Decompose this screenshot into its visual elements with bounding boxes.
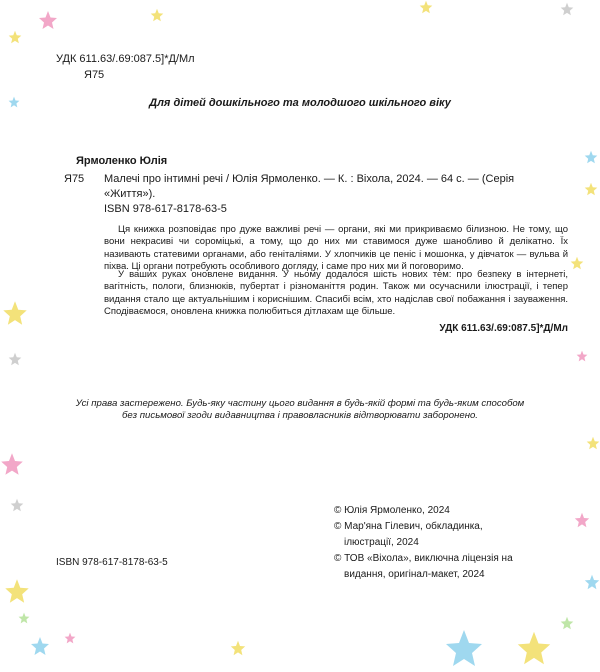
- card-code: Я75: [64, 173, 85, 185]
- copyright-illustrator: © Мар'яна Гілевич, обкладинка,: [334, 521, 483, 532]
- copyright-illustrator-cont: ілюстрації, 2024: [344, 537, 419, 548]
- decorative-star-icon: [2, 300, 28, 326]
- decorative-star-icon: [10, 498, 24, 512]
- decorative-star-icon: [30, 636, 50, 656]
- decorative-star-icon: [38, 10, 58, 30]
- decorative-star-icon: [0, 452, 24, 476]
- udk-code-top: УДК 611.63/.69:087.5]*Д/Мл: [56, 53, 195, 65]
- decorative-star-icon: [570, 256, 584, 270]
- udk-code-bottom: УДК 611.63/.69:087.5]*Д/Мл: [439, 323, 568, 334]
- decorative-star-icon: [516, 630, 552, 666]
- decorative-star-icon: [560, 2, 574, 16]
- library-code-top: Я75: [84, 69, 105, 81]
- decorative-star-icon: [64, 632, 76, 644]
- copyright-author: © Юлія Ярмоленко, 2024: [334, 505, 450, 516]
- isbn-bottom: ISBN 978-617-8178-63-5: [56, 557, 168, 568]
- rights-line-1: Усі права застережено. Будь-яку частину цього видання в будь-якій формі та будь-яким способом: [75, 398, 525, 409]
- rights-notice: [0, 398, 600, 423]
- rights-line-2: без письмової згоди видавництва і правовласників відтворювати заборонено.: [122, 410, 478, 422]
- annotation-text-1: Ця книжка розповідає про дуже важливі речі — органи, які ми прикриваємо білизною. Не тому, що вони некрасиві чи сороміцькі, а тому, що до них ми ставимося дуже шанобливо й делікатно. Їх називають статевими органами, або геніталіями. У хлопчиків це пеніс і мошонка, у дівчаток — вульва й піхва. Ці органи потребують особливого догляду, і саме про них ми й поговоримо.: [104, 224, 568, 273]
- copyright-publisher-cont: видання, оригінал-макет, 2024: [344, 569, 485, 580]
- decorative-star-icon: [18, 612, 30, 624]
- card-series-line: «Життя»).: [104, 188, 156, 200]
- decorative-star-icon: [4, 578, 30, 604]
- decorative-star-icon: [416, 0, 436, 14]
- decorative-star-icon: [560, 616, 574, 630]
- annotation-paragraph-1: [104, 224, 568, 274]
- decorative-star-icon: [444, 628, 484, 668]
- author-heading: Ярмоленко Юлія: [76, 155, 168, 167]
- audience-note: Для дітей дошкільного та молодшого шкільного віку: [149, 97, 451, 109]
- card-isbn: ISBN 978-617-8178-63-5: [104, 203, 227, 215]
- decorative-star-icon: [584, 182, 598, 196]
- decorative-star-icon: [8, 352, 22, 366]
- decorative-star-icon: [584, 150, 598, 164]
- annotation-text-2: У ваших руках оновлене видання. У ньому додалося шість нових тем: про безпеку в інтернеті, вагітність, пологи, близнюків, пубертат і різноманіття родин. Також ми осучаснили ілюстрації, і тепер видання стало ще актуальнішим і кориснішим. Спасибі всім, хто надіслав свої побажання і зауваження. Сподіваємося, оновлена книжка полюбиться дітлахам ще більше.: [104, 269, 568, 318]
- annotation-paragraph-2: [104, 269, 568, 319]
- decorative-star-icon: [150, 8, 164, 22]
- copyright-publisher: © ТОВ «Віхола», виключна ліцензія на: [334, 553, 513, 564]
- copyright-block: [334, 503, 574, 583]
- decorative-star-icon: [8, 30, 22, 44]
- decorative-star-icon: [574, 512, 590, 528]
- card-title-line: Малечі про інтимні речі / Юлія Ярмоленко. — К. : Віхола, 2024. — 64 с. — (Серія: [104, 173, 515, 185]
- decorative-star-icon: [230, 640, 246, 656]
- decorative-star-icon: [586, 430, 600, 456]
- decorative-star-icon: [584, 574, 600, 590]
- decorative-star-icon: [576, 350, 588, 362]
